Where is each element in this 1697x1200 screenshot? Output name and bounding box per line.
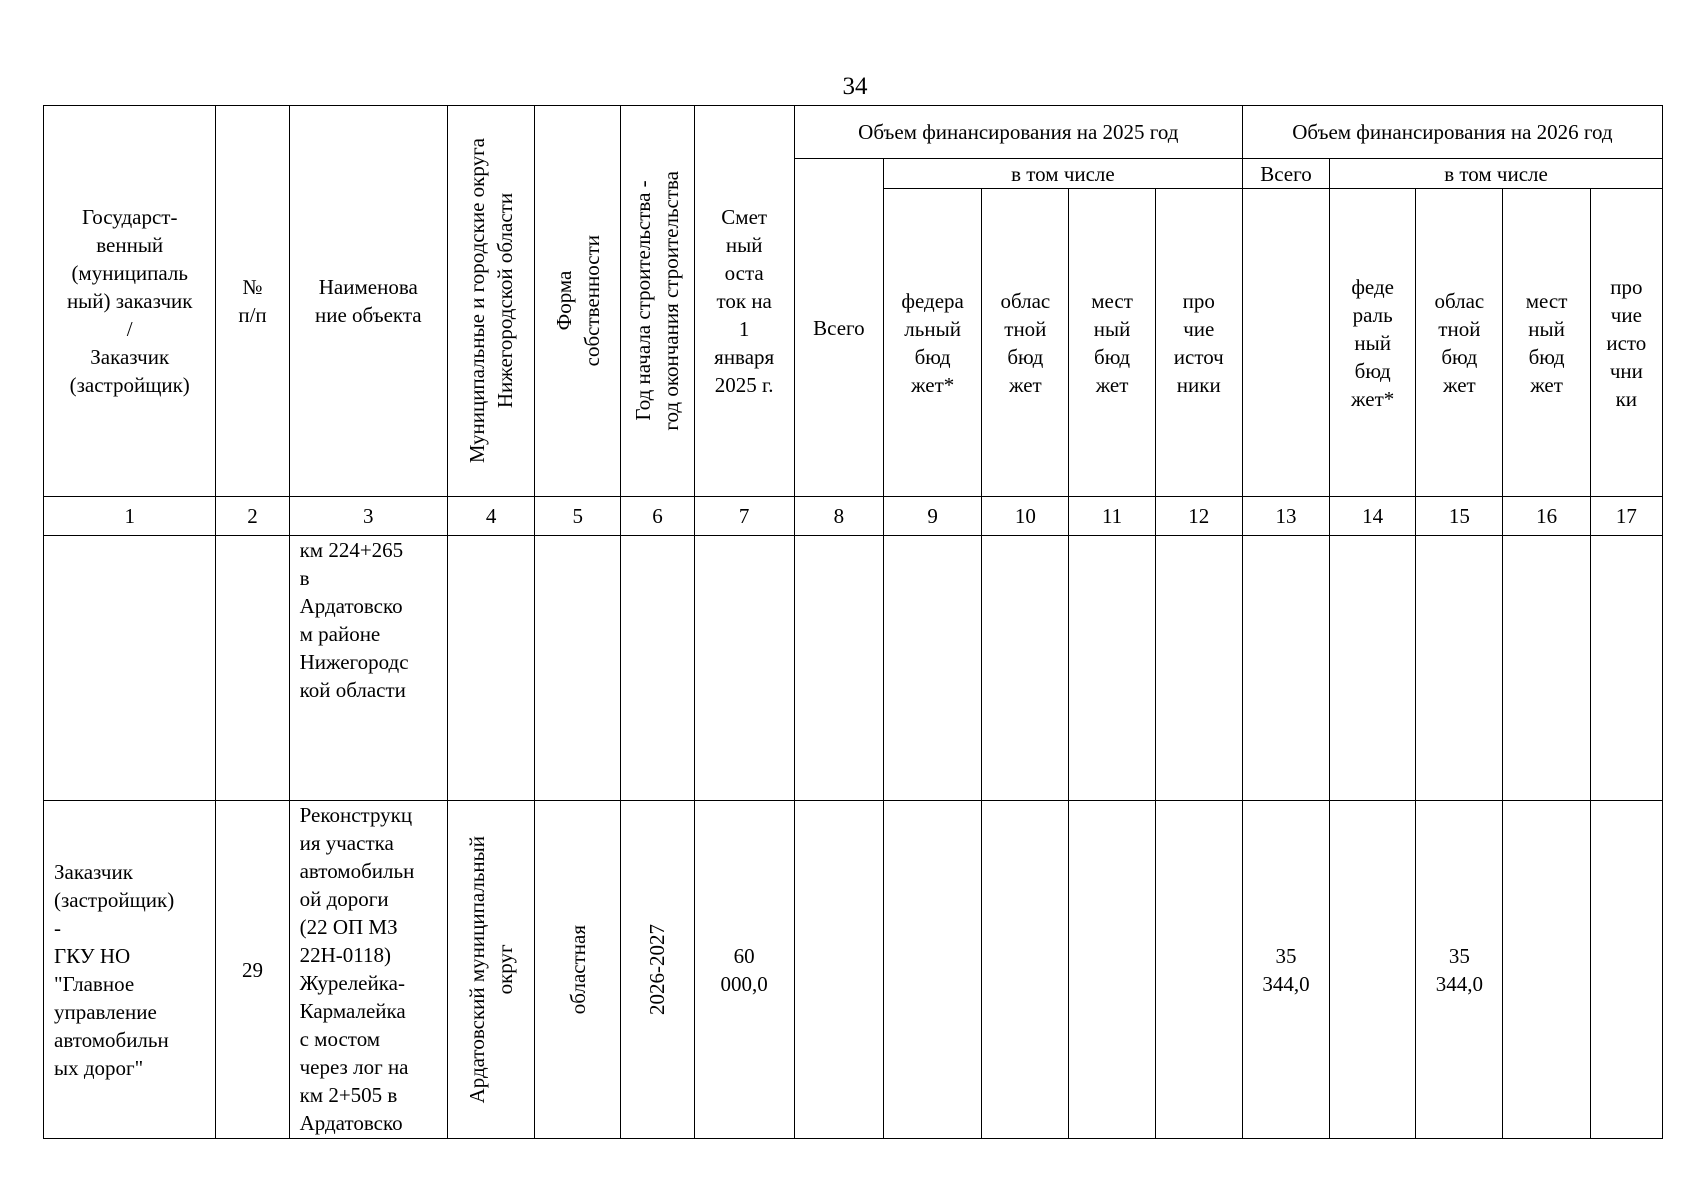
row-local-2026 (1503, 536, 1590, 801)
header-customer: Государст- венный (муниципаль ный) заказчик / Заказчик (застройщик) (44, 106, 216, 497)
header-total-2026-blank (1242, 189, 1329, 497)
header-total-2026: Всего (1242, 159, 1329, 189)
header-federal-2026: феде раль ный бюд жет* (1330, 189, 1416, 497)
header-regional-2026: облас тной бюд жет (1416, 189, 1503, 497)
row-local-2025 (1069, 536, 1155, 801)
row-other-2026 (1590, 801, 1662, 1139)
header-number: № п/п (216, 106, 289, 497)
column-number: 17 (1590, 497, 1662, 536)
header-ownership-text: Форма собственности (551, 235, 604, 367)
column-number: 11 (1069, 497, 1155, 536)
row-district (447, 536, 534, 801)
column-number: 1 (44, 497, 216, 536)
row-regional-2026 (1416, 536, 1503, 801)
table-row (44, 801, 1663, 1139)
row-regional-2026: 35 344,0 (1416, 801, 1503, 1139)
header-estimated-balance: Смет ный оста ток на 1 января 2025 г. (694, 106, 794, 497)
row-total-2026: 35 344,0 (1242, 801, 1329, 1139)
row-ownership (535, 801, 621, 1139)
header-years-text: Год начала строительства - год окончания строительства (631, 171, 684, 431)
table-row (44, 536, 1663, 801)
header-other-2025: про чие источ ники (1155, 189, 1242, 497)
row-number (216, 536, 289, 801)
header-local-2026: мест ный бюд жет (1503, 189, 1590, 497)
header-district (447, 106, 534, 497)
column-number: 4 (447, 497, 534, 536)
column-number: 5 (535, 497, 621, 536)
row-balance: 60 000,0 (694, 801, 794, 1139)
header-including-2026: в том числе (1330, 159, 1663, 189)
row-local-2026 (1503, 801, 1590, 1139)
row-customer: Заказчик (застройщик) - ГКУ НО "Главное управление автомобильн ых дорог" (44, 801, 216, 1139)
row-other-2025 (1155, 536, 1242, 801)
column-number: 7 (694, 497, 794, 536)
column-number: 8 (794, 497, 883, 536)
row-years (621, 801, 694, 1139)
row-local-2025 (1069, 801, 1155, 1139)
column-number: 2 (216, 497, 289, 536)
column-number: 6 (621, 497, 694, 536)
row-customer (44, 536, 216, 801)
row-federal-2026 (1330, 536, 1416, 801)
row-object-name: Реконструкц ия участка автомобильн ой дороги (22 ОП МЗ 22Н-0118) Журелейка- Кармалейка с мостом через лог на км 2+505 в Ардатовско (289, 801, 447, 1139)
row-total-2026 (1242, 536, 1329, 801)
row-federal-2026 (1330, 801, 1416, 1139)
header-other-2026: про чие исто чни ки (1590, 189, 1662, 497)
column-number: 10 (982, 497, 1069, 536)
column-number: 15 (1416, 497, 1503, 536)
financing-table (43, 105, 1663, 1139)
row-object-name: км 224+265 в Ардатовско м районе Нижегородс кой области (289, 536, 447, 801)
column-number: 14 (1330, 497, 1416, 536)
column-number: 13 (1242, 497, 1329, 536)
row-federal-2025 (884, 536, 982, 801)
header-years (621, 106, 694, 497)
column-number: 9 (884, 497, 982, 536)
row-number: 29 (216, 801, 289, 1139)
row-total-2025 (794, 536, 883, 801)
header-federal-2025: федера льный бюд жет* (884, 189, 982, 497)
header-financing-2025: Объем финансирования на 2025 год (794, 106, 1242, 159)
page-number: 34 (842, 73, 868, 100)
row-federal-2025 (884, 801, 982, 1139)
row-ownership (535, 536, 621, 801)
column-number: 16 (1503, 497, 1590, 536)
header-financing-2026: Объем финансирования на 2026 год (1242, 106, 1662, 159)
row-years-text: 2026-2027 (645, 924, 670, 1015)
row-years (621, 536, 694, 801)
column-number: 3 (289, 497, 447, 536)
column-number: 12 (1155, 497, 1242, 536)
row-total-2025 (794, 801, 883, 1139)
row-other-2025 (1155, 801, 1242, 1139)
header-object-name: Наименова ние объекта (289, 106, 447, 497)
row-balance (694, 536, 794, 801)
row-ownership-text: областная (565, 924, 590, 1015)
header-total-2025: Всего (794, 159, 883, 497)
header-including-2025: в том числе (884, 159, 1243, 189)
row-district-text: Ардатовский муниципальный округ (465, 835, 518, 1104)
row-district (447, 801, 534, 1139)
column-number-row (44, 497, 1663, 536)
header-ownership (535, 106, 621, 497)
row-regional-2025 (982, 801, 1069, 1139)
row-other-2026 (1590, 536, 1662, 801)
row-regional-2025 (982, 536, 1069, 801)
header-district-text: Муниципальные и городские округа Нижегородской области (465, 138, 518, 464)
header-regional-2025: облас тной бюд жет (982, 189, 1069, 497)
header-local-2025: мест ный бюд жет (1069, 189, 1155, 497)
